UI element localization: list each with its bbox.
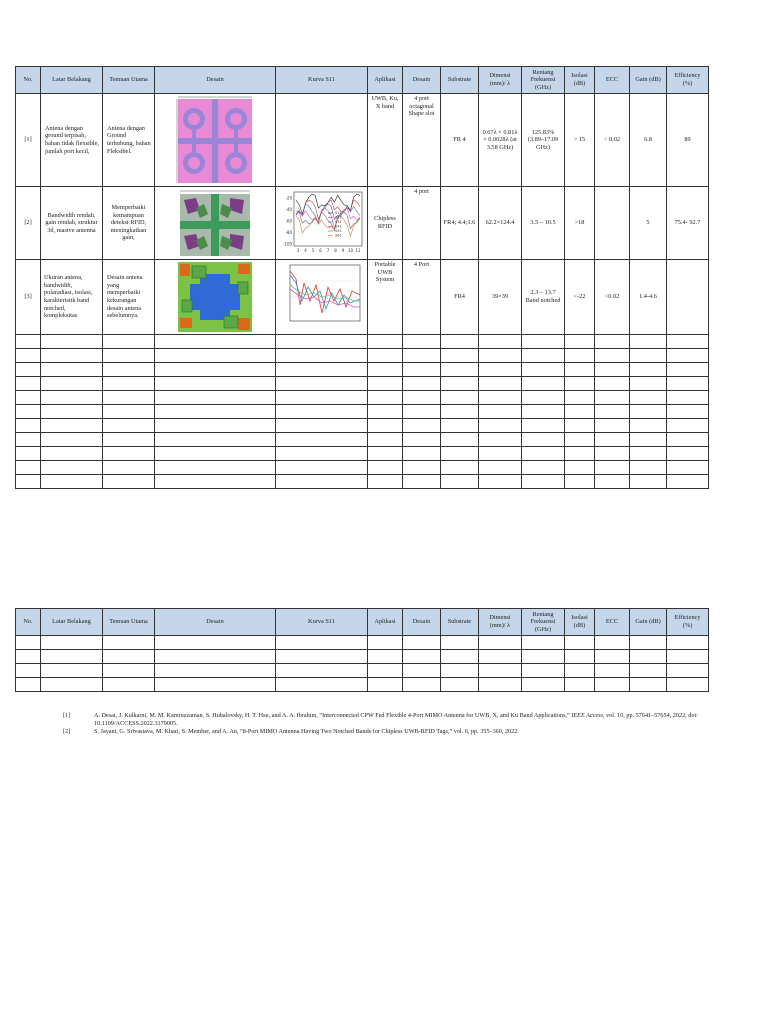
legend-label: S11: [334, 211, 342, 215]
cell-substrate: FR 4: [441, 94, 479, 187]
table-row-empty: [16, 419, 709, 433]
cell-efficiency: 75.4- 92.7: [667, 187, 709, 260]
x-tick-label: 5: [311, 248, 314, 253]
x-tick-label: 6: [318, 248, 322, 253]
s11-curve-plot-2: [280, 188, 364, 258]
header-kurva-s11: Kurva S11: [276, 67, 368, 94]
x-tick-label: 7: [326, 248, 329, 253]
table-row-empty: [16, 664, 709, 678]
header-gain: Gain (dB): [630, 609, 667, 636]
header-temuan-utama: Temuan Utama: [103, 67, 155, 94]
header-aplikasi: Aplikasi: [368, 609, 403, 636]
reference-list: [63, 712, 713, 736]
cell-desain: 4 Port: [403, 260, 441, 335]
cell-temuan-utama: Antena dengan Ground terhubung, bahan Fleksibel.: [103, 94, 155, 187]
header-aplikasi: Aplikasi: [368, 67, 403, 94]
header-dimensi: Dimensi (mm)/ λ: [479, 609, 522, 636]
table-row-empty: [16, 636, 709, 650]
x-tick-label: 9: [341, 248, 344, 253]
x-tick-label: 3: [296, 248, 299, 253]
literature-table-2: [15, 608, 709, 692]
reference-text: S. Jayant, G. Srivastava, M. Khari, S. Member, and A. An, “8-Port MIMO Antenna Having Two Notched Bands for Chipless UWB-RFID Tags,” vol. 6, pp. 355–360, 2022.: [94, 728, 519, 736]
legend-label: S21: [334, 215, 342, 220]
table-row-empty: [16, 349, 709, 363]
header-gain: Gain (dB): [630, 67, 667, 94]
header-isolasi: Isolasi (dB): [565, 609, 595, 636]
cell-no: [2]: [16, 187, 41, 260]
cell-substrate: FR4: [441, 260, 479, 335]
cell-gain: 5: [630, 187, 667, 260]
x-tick-label: 10: [347, 248, 353, 253]
cell-rentang-frekuensi: 3.5 – 10.5: [522, 187, 565, 260]
header-dimensi: Dimensi (mm)/ λ: [479, 67, 522, 94]
cell-gain: 1.4-4.6: [630, 260, 667, 335]
literature-table-1: [15, 66, 709, 489]
cell-desain-image: [155, 94, 276, 187]
cell-desain-image: [155, 187, 276, 260]
table-row-empty: [16, 650, 709, 664]
cell-desain-image: [155, 260, 276, 335]
antenna-design-image-3: [176, 260, 254, 334]
antenna-design-image-2: [176, 188, 254, 258]
cell-isolasi: > 15: [565, 94, 595, 187]
header-desain: Desain: [403, 67, 441, 94]
header-isolasi: Isolasi (dB): [565, 67, 595, 94]
cell-efficiency: 89: [667, 94, 709, 187]
header-no: No.: [16, 67, 41, 94]
cell-no: [3]: [16, 260, 41, 335]
reference-number: [1]: [63, 712, 71, 719]
cell-desain: 4 port octagonal Shape slot: [403, 94, 441, 187]
header-ecc: ECC: [595, 67, 630, 94]
y-tick-label: -40: [284, 207, 292, 212]
cell-substrate: FR4; 4.4;1.6: [441, 187, 479, 260]
cell-no: [1]: [16, 94, 41, 187]
s11-curve-plot-3: [280, 261, 364, 333]
x-tick-label: 4: [303, 248, 307, 253]
cell-desain: 4 port: [403, 187, 441, 260]
x-tick-label: 8: [333, 248, 337, 253]
table-row-empty: [16, 377, 709, 391]
header-efficiency: Efficiency (%): [667, 67, 709, 94]
header-substrate: Substrate: [441, 609, 479, 636]
table-row-empty: [16, 363, 709, 377]
y-tick-label: -80: [284, 230, 292, 235]
table-row-empty: [16, 678, 709, 692]
reference-text: A. Desai, J. Kulkarni, M. M. Kamruzzaman, S. Hubalovsky, H. T. Hsu, and A. A. Ibrahim, “Interconnected CPW Fed Flexible 4-Port MIMO Antenna for UWB, X, and Ku Band Applications,” IEEE Access, vol. 10, pp. 57641–57654, 2022, doi: 10.1109/ACCESS.2022.3179005.: [94, 712, 698, 728]
cell-latar-belakang: Ukuran antena, bandwidth, polaradiasi, isolasi, karakteristik band notched, kompleksitas: [41, 260, 103, 335]
header-efficiency: Efficiency (%): [667, 609, 709, 636]
table-row-empty: [16, 335, 709, 349]
cell-ecc: < 0.02: [595, 94, 630, 187]
cell-temuan-utama: Memperbaiki kemampuan deteksi RFID, meningkatkan gain,: [103, 187, 155, 260]
antenna-design-image-1: [176, 95, 254, 185]
cell-latar-belakang: Bandwidth rendah, gain rendah, struktur 3d, masive antenna: [41, 187, 103, 260]
header-temuan-utama: Temuan Utama: [103, 609, 155, 636]
cell-ecc: [595, 187, 630, 260]
legend-label: S41: [334, 224, 342, 229]
header-ecc: ECC: [595, 609, 630, 636]
header-desain: Desain: [403, 609, 441, 636]
table-header-row: [16, 609, 709, 636]
cell-dimensi: 39×39: [479, 260, 522, 335]
cell-rentang-frekuensi: 125.83% (3.89–17.09 GHz): [522, 94, 565, 187]
y-tick-label: -100: [282, 241, 292, 247]
reference-item: [63, 728, 713, 736]
cell-kurva-s11: [276, 260, 368, 335]
table-row-empty: [16, 447, 709, 461]
table-row-empty: [16, 391, 709, 405]
table-row: [16, 187, 709, 260]
header-rentang-frekuensi: Rentang Frekuensi (GHz): [522, 67, 565, 94]
header-latar-belakang: Latar Belakang: [41, 67, 103, 94]
cell-temuan-utama: Desain antena yang memperbaiki kekurangan desain antena sebelumnya.: [103, 260, 155, 335]
cell-latar-belakang: Antena dengan ground terpisah, bahan tidak flexsible, jumlah port kecil,: [41, 94, 103, 187]
cell-rentang-frekuensi: 2.3 – 13.7 Band notched: [522, 260, 565, 335]
header-no: No.: [16, 609, 41, 636]
header-desain-image: Desain: [155, 609, 276, 636]
y-tick-label: -60: [284, 218, 292, 224]
legend-label: S31: [334, 220, 342, 224]
table-row-empty: [16, 405, 709, 419]
cell-dimensi: 0.67λ × 0.81λ × 0.0028λ (at 3.58 GHz): [479, 94, 522, 187]
cell-gain: 6.8: [630, 94, 667, 187]
cell-isolasi: >18: [565, 187, 595, 260]
legend-label: S51: [334, 229, 342, 233]
table-row: [16, 94, 709, 187]
header-desain-image: Desain: [155, 67, 276, 94]
cell-ecc: <0.02: [595, 260, 630, 335]
header-kurva-s11: Kurva S11: [276, 609, 368, 636]
cell-kurva-s11: [276, 187, 368, 260]
cell-dimensi: 62.2×124.4: [479, 187, 522, 260]
table-row-empty: [16, 433, 709, 447]
reference-number: [2]: [63, 728, 71, 736]
legend-label: S61: [334, 233, 342, 238]
reference-item: [63, 712, 713, 728]
header-substrate: Substrate: [441, 67, 479, 94]
y-tick-label: -20: [284, 195, 292, 201]
cell-aplikasi: UWB, Ku, X band: [368, 94, 403, 187]
table-row: [16, 260, 709, 335]
cell-efficiency: [667, 260, 709, 335]
header-rentang-frekuensi: Rentang Frekuensi (GHz): [522, 609, 565, 636]
cell-aplikasi: Portable UWB System: [368, 260, 403, 335]
cell-kurva-s11-empty: [276, 94, 368, 187]
table-row-empty: [16, 475, 709, 489]
table-row-empty: [16, 461, 709, 475]
table-header-row: [16, 67, 709, 94]
header-latar-belakang: Latar Belakang: [41, 609, 103, 636]
x-tick-label: 11: [354, 248, 361, 253]
cell-aplikasi: Chipless RFID: [368, 187, 403, 260]
cell-isolasi: <-22: [565, 260, 595, 335]
